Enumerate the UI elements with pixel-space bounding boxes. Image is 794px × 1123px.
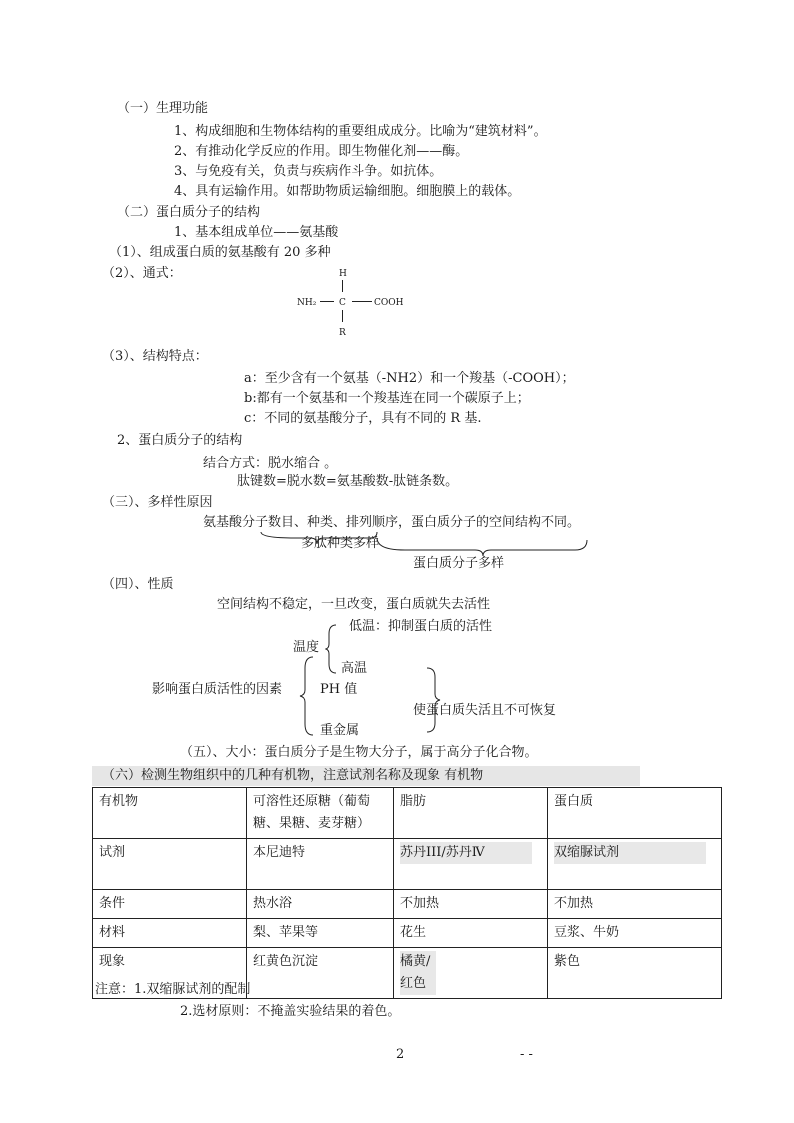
peptide-diversity: 多肽种类多样 xyxy=(301,536,380,551)
function-item-4: 4、具有运输作用。如帮助物质运输细胞。细胞膜上的载体。 xyxy=(174,184,521,199)
basic-unit: 1、基本组成单位——氨基酸 xyxy=(174,225,339,240)
table-cell: 试剂 xyxy=(93,839,247,890)
ph-value: PH 值 xyxy=(320,682,358,697)
table-cell: 本尼迪特 xyxy=(247,839,394,890)
point-1: （1）、组成蛋白质的氨基酸有 20 多种 xyxy=(109,245,331,260)
section-4-title: （四）、性质 xyxy=(102,577,174,592)
protein-diversity: 蛋白质分子多样 xyxy=(413,556,505,571)
table-header-row xyxy=(93,788,722,839)
structure-subtitle: 2、蛋白质分子的结构 xyxy=(117,433,243,448)
section-1-title: （一）生理功能 xyxy=(117,101,209,116)
diversity-reasons: 氨基酸分子数目、种类、排列顺序，蛋白质分子的空间结构不同。 xyxy=(203,515,581,530)
formula-bond-left xyxy=(320,301,334,302)
factors-brace xyxy=(298,656,316,736)
peptide-equation: 肽键数=脱水数=氨基酸数-肽链条数。 xyxy=(237,474,459,489)
table-cell: 紫色 xyxy=(548,948,722,999)
table-header-cell: 脂肪 xyxy=(394,788,548,839)
feature-c: c：不同的氨基酸分子，具有不同的 R 基. xyxy=(244,411,482,426)
table-row xyxy=(93,919,722,948)
biuret-reagent: 双缩脲试剂 xyxy=(554,842,706,864)
sudan-reagent: 苏丹III/苏丹Ⅳ xyxy=(400,842,532,864)
function-item-2: 2、有推动化学反应的作用。即生物催化剂——酶。 xyxy=(174,144,469,159)
point-2: （2）、通式： xyxy=(102,266,182,281)
formula-r: R xyxy=(339,328,346,338)
table-cell: 现象 xyxy=(93,948,247,999)
formula-cooh: COOH xyxy=(374,298,404,308)
temperature-brace xyxy=(325,624,339,674)
table-header-cell: 蛋白质 xyxy=(548,788,722,839)
table-cell: 材料 xyxy=(93,919,247,948)
point-3: （3）、结构特点： xyxy=(102,349,208,364)
formula-bond-bottom xyxy=(342,310,343,322)
table-header-cell: 有机物 xyxy=(93,788,247,839)
instability: 空间结构不稳定，一旦改变，蛋白质就失去活性 xyxy=(217,597,491,612)
table-cell xyxy=(548,839,722,890)
section-5-size: （五）、大小：蛋白质分子是生物大分子，属于高分子化合物。 xyxy=(180,745,538,760)
table-cell xyxy=(394,948,548,999)
table-cell: 花生 xyxy=(394,919,548,948)
section-2-title: （二）蛋白质分子的结构 xyxy=(117,205,261,220)
function-item-3: 3、与免疫有关，负责与疾病作斗争。如抗体。 xyxy=(174,164,443,179)
formula-bond-top xyxy=(342,280,343,292)
feature-b: b:都有一个氨基和一个羧基连在同一个碳原子上； xyxy=(244,391,530,406)
function-item-1: 1、构成细胞和生物体结构的重要组成成分。比喻为“建筑材料”。 xyxy=(174,124,547,139)
formula-nh2: NH₂ xyxy=(297,298,317,308)
high-temp: 高温 xyxy=(341,661,368,676)
formula-c: C xyxy=(339,298,346,308)
note-1: 注意：1.双缩脲试剂的配制 xyxy=(95,982,251,997)
table-cell: 不加热 xyxy=(394,890,548,919)
table-cell: 不加热 xyxy=(548,890,722,919)
table-cell: 条件 xyxy=(93,890,247,919)
influence-factors: 影响蛋白质活性的因素 xyxy=(152,682,283,697)
irreversible-inactivation: 使蛋白质失活且不可恢复 xyxy=(413,703,557,718)
feature-a: a：至少含有一个氨基（-NH2）和一个羧基（-COOH）； xyxy=(244,371,575,386)
irreversible-brace xyxy=(424,667,442,733)
section-3-title: （三）、多样性原因 xyxy=(102,495,213,510)
formula-h: H xyxy=(339,269,347,279)
table-row xyxy=(93,890,722,919)
footer-dashes: - - xyxy=(520,1047,533,1062)
section-6-title: （六）检测生物组织中的几种有机物，注意试剂名称及现象 有机物 xyxy=(102,768,484,783)
detection-table xyxy=(92,787,722,999)
table-cell xyxy=(394,839,548,890)
table-row xyxy=(93,839,722,890)
fat-phenomenon: 橘黄/红色 xyxy=(400,951,436,995)
table-cell: 红黄色沉淀 xyxy=(247,948,394,999)
low-temp: 低温：抑制蛋白质的活性 xyxy=(349,619,493,634)
temperature-label: 温度 xyxy=(293,640,320,655)
table-cell: 梨、苹果等 xyxy=(247,919,394,948)
bond-method: 结合方式：脱水缩合 。 xyxy=(203,456,338,471)
note-2: 2.选材原则：不掩盖实验结果的着色。 xyxy=(180,1004,401,1019)
table-cell: 热水浴 xyxy=(247,890,394,919)
page-number: 2 xyxy=(396,1047,405,1062)
formula-bond-right xyxy=(352,301,372,302)
heavy-metal: 重金属 xyxy=(320,723,360,738)
table-header-cell: 可溶性还原糖（葡萄糖、果糖、麦芽糖） xyxy=(247,788,394,839)
table-cell: 豆浆、牛奶 xyxy=(548,919,722,948)
